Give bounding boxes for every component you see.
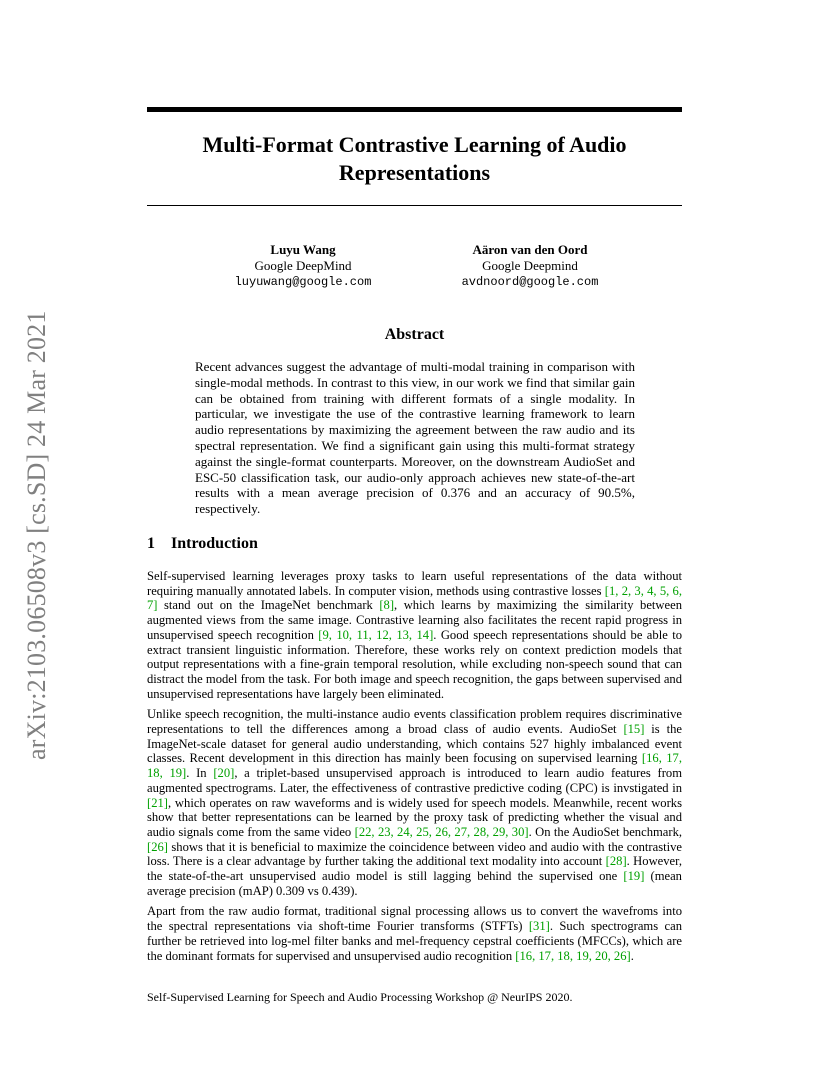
title-rule-bottom: [147, 205, 682, 206]
paragraph-1: [147, 569, 682, 701]
text-run: . Such spectrograms can further be retrieved into log-mel filter banks and mel-frequency cepstral coefficients (MFCCs), which are the dominant formats for supervised and unsupervised audio recognition: [147, 919, 682, 963]
text-run: shows that it is beneficial to maximize the coincidence between video and audio with the contrastive loss. There is a clear advantage by further taking the additional text modality into account: [147, 839, 682, 869]
section-title: Introduction: [171, 535, 258, 552]
author-affiliation: Google Deepmind: [482, 258, 578, 273]
text-run: (mean average precision (mAP) 0.309 vs 0.439).: [147, 869, 682, 898]
abstract-heading: Abstract: [384, 326, 445, 343]
text-run: , which learns by maximizing the similarity between augmented views from the same image. Contrastive learning also facilitates the recent rapid progress in unsupervised speech recognition: [147, 598, 683, 642]
paper-title: Multi-Format Contrastive Learning of Audio Representations: [202, 132, 627, 185]
footnote-venue: Self-Supervised Learning for Speech and Audio Processing Workshop @ NeurIPS 2020.: [147, 990, 573, 1004]
citation-link[interactable]: [21]: [147, 795, 168, 810]
text-run: . However, the state-of-the-art unsupervised audio model is still lagging behind the supervised one: [147, 854, 682, 884]
paragraph-3: [147, 904, 682, 963]
text-run: stand out on the ImageNet benchmark: [157, 598, 380, 613]
text-run: . In: [186, 766, 214, 781]
text-run: . Good speech representations should be able to extract transient linguistic information. Therefore, these works rely on context prediction models that output representations with a fine-grain temporal resolution, while excluding non-speech sound that can distract the model from the task. For both image and speech recognition, the gaps between supervised and unsupervised representations have largely been eliminated.: [147, 627, 682, 701]
citation-link[interactable]: [1, 2, 3, 4, 5, 6, 7]: [147, 583, 682, 613]
author-email: avdnoord@google.com: [461, 275, 599, 289]
title-rule-top: [147, 107, 682, 112]
citation-link[interactable]: [9, 10, 11, 12, 13, 14]: [318, 627, 434, 642]
citation-link[interactable]: [28]: [605, 854, 627, 869]
text-run: Self-supervised learning leverages proxy tasks to learn useful representations of the data without requiring manually annotated labels. In computer vision, methods using contrastive losses: [147, 569, 682, 598]
paragraph-2: [147, 707, 682, 898]
author-name: Luyu Wang: [270, 242, 336, 257]
citation-link[interactable]: [19]: [623, 869, 645, 884]
arxiv-identifier: arXiv:2103.06508v3 [cs.SD] 24 Mar 2021: [22, 310, 51, 760]
citation-link[interactable]: [8]: [379, 598, 395, 613]
section-heading: [147, 535, 258, 553]
author-block-2: [455, 242, 605, 290]
author-block-1: [228, 242, 378, 290]
citation-link[interactable]: [26]: [147, 839, 168, 854]
text-run: , a triplet-based unsupervised approach is introduced to learn audio features from augmented spectrograms. Later, the effectiveness of contrastive predictive coding (CPC) is invstigated in: [147, 766, 682, 795]
abstract-text: Recent advances suggest the advantage of multi-modal training in comparison with single-modal methods. In contrast to this view, in our work we find that similar gain can be obtained from training with different formats of a single modality. In particular, we investigate the use of the contrastive learning framework to learn audio representations by maximizing the agreement between the raw audio and its spectral representation. We find a significant gain using this multi-format strategy against the single-format counterparts. Moreover, on the downstream AudioSet and ESC-50 classification task, our audio-only approach achieves new state-of-the-art results with a mean average precision of 0.376 and an accuracy of 90.5%, respectively.: [195, 359, 635, 517]
citation-link[interactable]: [16, 17, 18, 19, 20, 26]: [515, 948, 631, 963]
text-run: Apart from the raw audio format, traditional signal processing allows us to convert the wavefroms into the spectral representations via shoft-time Fourier transforms (STFTs): [147, 904, 682, 934]
author-email: luyuwang@google.com: [234, 275, 372, 289]
text-run: . On the AudioSet benchmark,: [528, 824, 683, 839]
text-run: is the ImageNet-scale dataset for general audio understanding, which contains 527 highly imbalanced event classes. Recent development in this direction has mainly been focusing on supervised learning: [147, 722, 682, 766]
introduction-body: [147, 569, 682, 969]
text-run: , which operates on raw waveforms and is widely used for speech models. Meanwhile, recent works show that better representations can be learned by the proxy task of predicting whether the visual and audio signals come from the same video: [147, 795, 682, 839]
citation-link[interactable]: [22, 23, 24, 25, 26, 27, 28, 29, 30]: [354, 824, 529, 839]
author-affiliation: Google DeepMind: [254, 258, 352, 273]
section-number: 1: [147, 535, 155, 552]
citation-link[interactable]: [20]: [213, 766, 235, 781]
citation-link[interactable]: [16, 17, 18, 19]: [147, 751, 682, 781]
citation-link[interactable]: [31]: [528, 919, 550, 934]
text-run: .: [630, 948, 634, 963]
text-run: Unlike speech recognition, the multi-instance audio events classification problem requires discriminative representations to tell the differences among a broad class of audio events. AudioSet: [147, 707, 682, 737]
citation-link[interactable]: [15]: [623, 722, 645, 737]
author-name: Aäron van den Oord: [472, 242, 588, 257]
